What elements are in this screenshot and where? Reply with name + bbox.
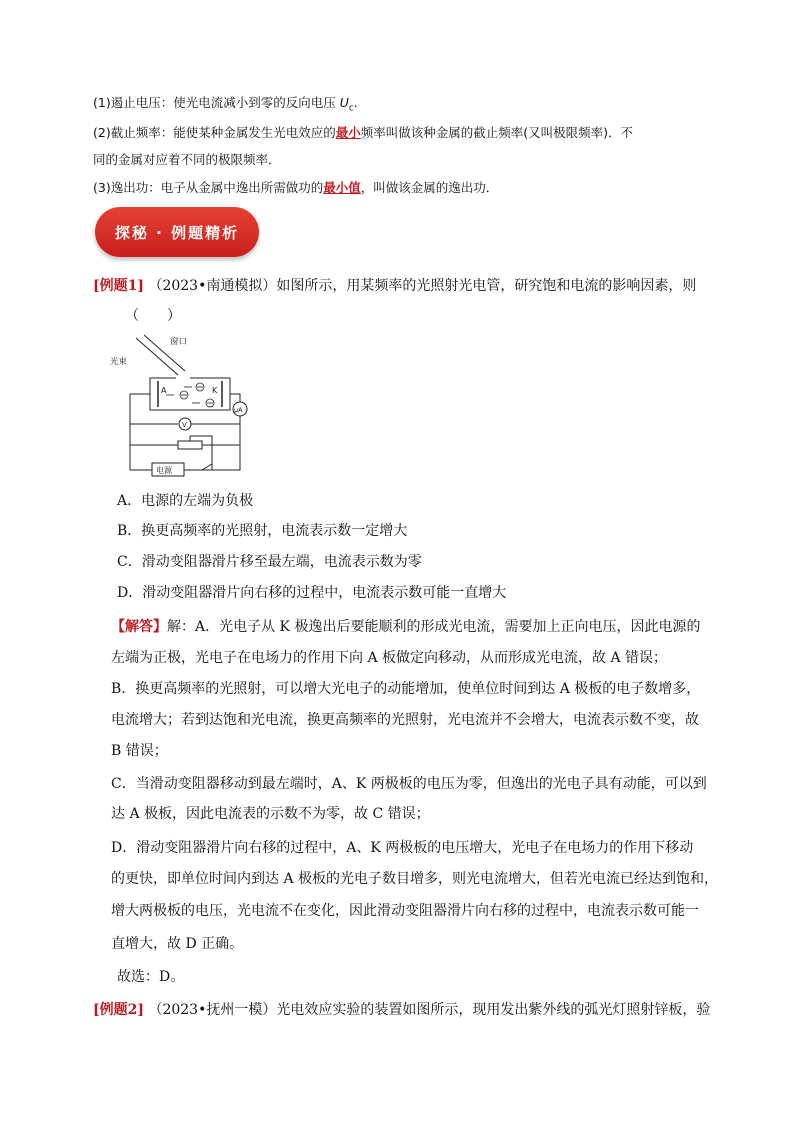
circuit-wire-right-top	[230, 394, 240, 402]
example1-stem-text: （2023•南通模拟）如图所示，用某频率的光照射光电管，研究饱和电流的影响因素，则	[148, 278, 697, 294]
label-microammeter: μA	[234, 406, 243, 414]
rheostat	[178, 441, 202, 449]
answer-line-10: 增大两极板的电压，光电流不在变化，因此滑动变阻器滑片向右移的过程中，电流表示数可能一	[111, 903, 699, 919]
label-power-source: 电源	[156, 466, 172, 475]
definition-2-post: 频率叫做该种金属的截止频率(又叫极限频率)．不	[360, 125, 633, 140]
label-anode: A	[161, 386, 167, 395]
definition-1-subscript: c	[348, 103, 354, 114]
definition-1	[93, 93, 358, 119]
example1-tag: [例题1]	[93, 278, 144, 294]
definition-3-post: ，叫做该金属的逸出功．	[360, 180, 499, 195]
definition-3-pre: (3)逸出功：电子从金属中逸出所需做功的	[93, 180, 324, 195]
definition-2-pre: (2)截止频率：能使某种金属发生光电效应的	[93, 125, 336, 140]
example2-stem	[93, 1000, 710, 1020]
option-d: D．滑动变阻器滑片向右移的过程中，电流表示数可能一直增大	[117, 585, 507, 601]
answer-line-7: 达 A 极板，因此电流表的示数不为零，故 C 错误；	[111, 806, 430, 822]
answer-line-1	[111, 617, 700, 637]
answer-line-4: 电流增大；若到达饱和光电流，换更高频率的光照射，光电流并不会增大，电流表示数不变，故	[111, 712, 699, 728]
answer-line-6: C．当滑动变阻器移动到最左端时，A、K 两极板的电压为零，但逸出的光电子具有动能，可以到	[111, 776, 707, 792]
switch	[202, 464, 212, 470]
answer-tag: 【解答】	[111, 619, 167, 635]
answer-line-1-text: 解：A．光电子从 K 极逸出后要能顺利的形成光电流，需要加上正向电压，因此电源的	[167, 619, 701, 635]
definition-1-symbol: U	[339, 95, 349, 110]
section-banner: 探秘 · 例题精析	[95, 207, 259, 257]
label-window: 窗口	[170, 337, 188, 347]
definition-3-keyword: 最小值	[323, 180, 361, 195]
answer-conclusion: 故选：D。	[117, 969, 185, 985]
option-b: B．换更高频率的光照射，电流表示数一定增大	[117, 523, 408, 539]
answer-line-2: 左端为正极，光电子在电场力的作用下向 A 板做定向移动，从而形成光电流，故 A 错误；	[111, 650, 668, 666]
example1-stem	[93, 276, 696, 296]
example2-stem-text: （2023•抚州一模）光电效应实验的装置如图所示，现用发出紫外线的弧光灯照射锌板，验	[148, 1002, 711, 1018]
definition-1-end: .	[353, 95, 358, 110]
photocell-circuit-diagram	[108, 333, 248, 478]
example1-paren: （ ）	[125, 308, 181, 324]
answer-line-5: B 错误；	[111, 743, 168, 759]
definition-2	[93, 123, 633, 143]
label-voltmeter: V	[182, 421, 187, 429]
answer-line-3: B．换更高频率的光照射，可以增大光电子的动能增加，使单位时间到达 A 极板的电子数增多，	[111, 681, 701, 697]
option-a: A．电源的左端为负极	[117, 493, 254, 509]
definition-1-text: (1)遏止电压：使光电流减小到零的反向电压	[93, 95, 340, 110]
example2-tag: [例题2]	[93, 1002, 144, 1018]
definition-2-line2: 同的金属对应着不同的极限频率．	[93, 152, 281, 167]
label-beam: 光束	[110, 357, 128, 367]
answer-line-11: 直增大，故 D 正确。	[111, 936, 244, 952]
definition-2-keyword: 最小	[335, 125, 361, 140]
answer-line-9: 的更快，即单位时间内到达 A 极板的光电子数目增多，则光电流增大，但若光电流已经达到饱和，	[111, 871, 719, 887]
circuit-wire-left	[130, 394, 240, 470]
definition-3	[93, 178, 498, 198]
option-c: C．滑动变阻器滑片移至最左端，电流表示数为零	[117, 554, 422, 570]
answer-line-8: D．滑动变阻器滑片向右移的过程中，A、K 两极板的电压增大，光电子在电场力的作用下移动	[111, 840, 694, 856]
label-cathode: K	[212, 386, 218, 395]
